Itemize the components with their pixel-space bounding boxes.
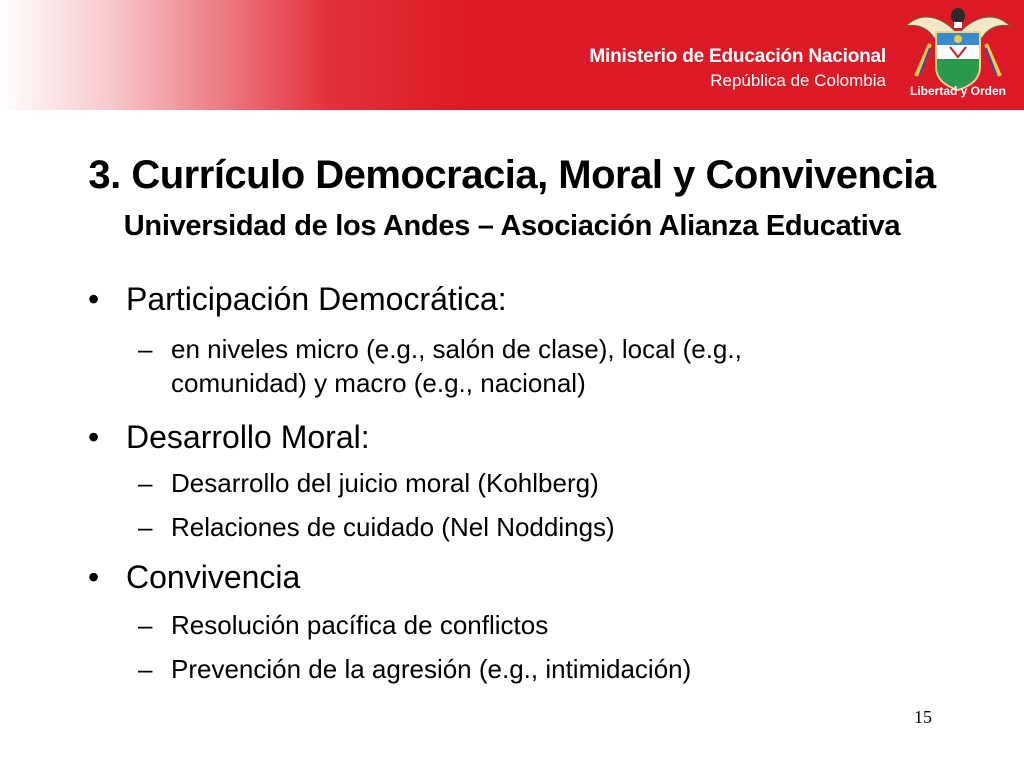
country-name: República de Colombia xyxy=(710,71,886,90)
ministry-block xyxy=(589,46,886,92)
crest-motto: Libertad y Orden xyxy=(909,84,1007,98)
bullet-text: Participación Democrática: xyxy=(126,281,507,317)
sub-bullet-text: Resolución pacífica de conflictos xyxy=(171,610,549,640)
sub-bullet-marker: – xyxy=(138,334,153,364)
bullet-text: Convivencia xyxy=(126,559,301,595)
sub-bullet-text: Relaciones de cuidado (Nel Noddings) xyxy=(171,512,615,542)
slide-title: 3. Currículo Democracia, Moral y Convivencia xyxy=(88,153,936,197)
bullet-marker: • xyxy=(88,559,100,595)
page-number: 15 xyxy=(914,707,932,727)
bullet-text: Desarrollo Moral: xyxy=(126,419,370,455)
sub-bullet-marker: – xyxy=(138,654,153,684)
bullet-marker: • xyxy=(88,281,100,317)
sub-bullet-text: en niveles micro (e.g., salón de clase), local (e.g., xyxy=(171,334,742,364)
ministry-name: Ministerio de Educación Nacional xyxy=(589,46,886,67)
sub-bullet-marker: – xyxy=(138,610,153,640)
sub-bullet-text: Desarrollo del juicio moral (Kohlberg) xyxy=(171,468,599,498)
sub-bullet-marker: – xyxy=(138,512,153,542)
sub-bullet-text: comunidad) y macro (e.g., nacional) xyxy=(171,368,586,398)
sub-bullet-text: Prevención de la agresión (e.g., intimidación) xyxy=(171,654,692,684)
bullet-marker: • xyxy=(88,419,100,455)
slide-subtitle: Universidad de los Andes – Asociación Alianza Educativa xyxy=(123,210,901,242)
sub-bullet-marker: – xyxy=(138,468,153,498)
